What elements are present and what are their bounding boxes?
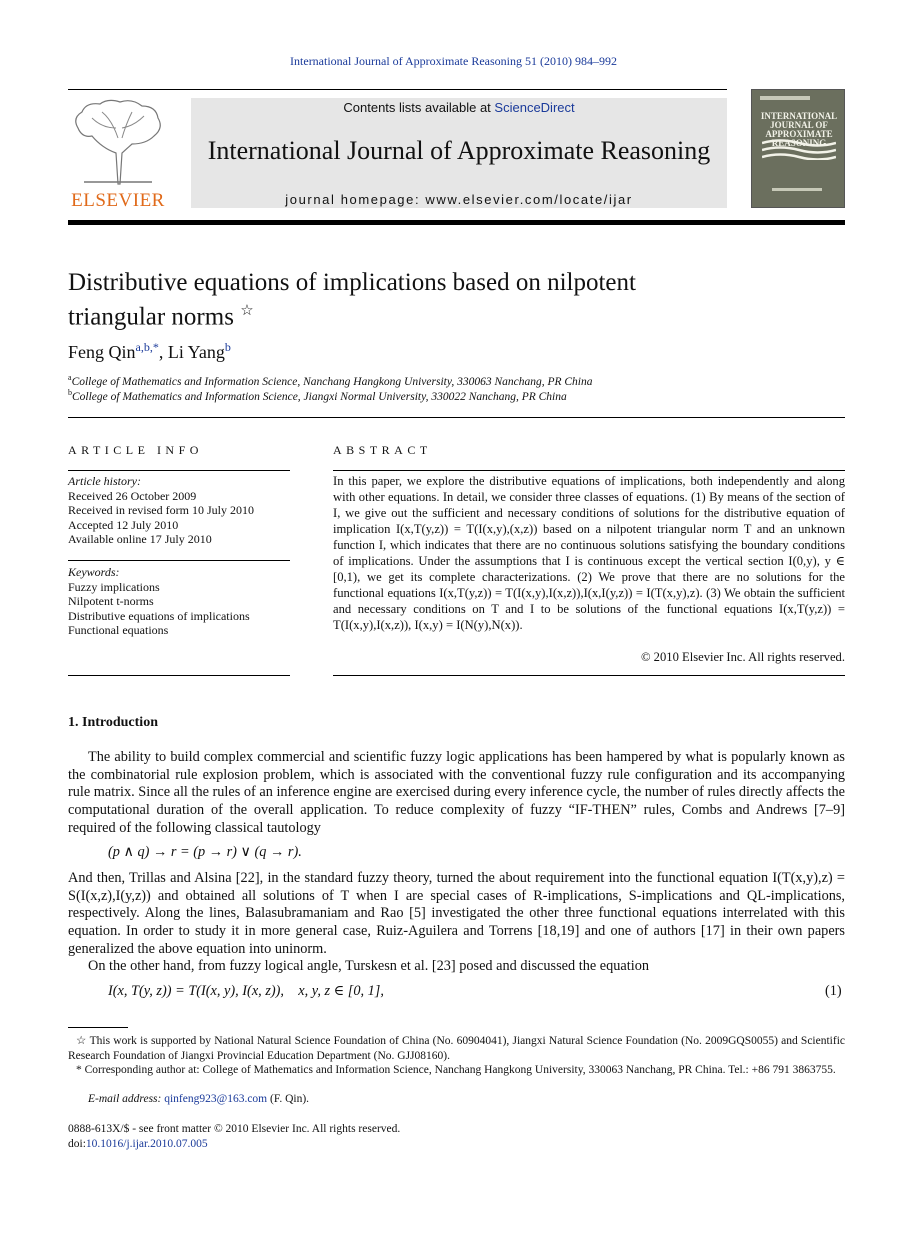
email-link[interactable]: qinfeng923@163.com — [164, 1093, 268, 1105]
abstract-heading: ABSTRACT — [333, 443, 432, 457]
keyword-item: Nilpotent t-norms — [68, 594, 154, 608]
journal-cover[interactable] — [751, 89, 845, 208]
elsevier-wordmark: ELSEVIER — [71, 190, 165, 211]
issn-line: 0888-613X/$ - see front matter © 2010 Elsevier Inc. All rights reserved. — [68, 1123, 401, 1135]
keyword-item: Fuzzy implications — [68, 579, 160, 594]
history-revised: Received in revised form 10 July 2010 — [68, 503, 254, 517]
section-heading-introduction: 1. Introduction — [68, 715, 158, 730]
footnote-rule — [68, 1027, 128, 1028]
header-rule — [68, 89, 727, 90]
author-list — [68, 340, 231, 363]
doi-line — [68, 1137, 208, 1152]
history-online: Available online 17 July 2010 — [68, 532, 212, 546]
equation-1-number: (1) — [825, 983, 842, 999]
article-info-heading: ARTICLE INFO — [68, 443, 203, 457]
history-received: Received 26 October 2009 — [68, 488, 197, 503]
equation-1: I(x, T(y, z)) = T(I(x, y), I(x, z)), x, y, z ∈ [0, 1], — [108, 983, 384, 999]
intro-paragraph-2: And then, Trillas and Alsina [22], in the standard fuzzy theory, turned the about requirement into the functional equation I(T(x,y),z) = S(I(x,z),I(y,z)) and obtained all solutions of T when I are special cases of R-implications, S-implications and QL-implications, respectively. Along the lines, Balasubramaniam and Rao [5] investigated the other three functional equations interrelated with this equation. In order to study it in more general case, Ruiz-Aguilera and Torrens [18,19] and one of authors [17] in their own papers generalized the above equation into uninorm. — [68, 870, 845, 957]
journal-homepage[interactable]: journal homepage: www.elsevier.com/locate/ijar — [285, 192, 633, 207]
article-info-rule — [68, 470, 290, 471]
abstract-rule — [333, 470, 845, 471]
sciencedirect-link[interactable]: ScienceDirect — [494, 100, 575, 115]
email-suffix: (F. Qin). — [270, 1093, 310, 1105]
title-line-2 — [68, 297, 768, 331]
doi-link[interactable]: 10.1016/j.ijar.2010.07.005 — [85, 1138, 208, 1150]
cover-bar-bottom — [772, 188, 822, 191]
title-line-1: Distributive equations of implications based on nilpotent — [68, 269, 636, 296]
affil-b-mark: b — [68, 388, 72, 397]
abstract-copyright: © 2010 Elsevier Inc. All rights reserved. — [640, 650, 845, 664]
history-accepted: Accepted 12 July 2010 — [68, 517, 179, 532]
title-footnote-mark[interactable]: ☆ — [240, 303, 254, 319]
equation-tautology: (p ∧ q) → r = (p → r) ∨ (q → r). — [108, 844, 302, 860]
keyword-item: Distributive equations of implications — [68, 608, 250, 623]
intro-paragraph-3: On the other hand, from fuzzy logical angle, Turskesn et al. [23] posed and discussed the equation — [88, 958, 650, 974]
author-separator: , — [158, 342, 168, 362]
journal-citation[interactable]: International Journal of Approximate Reasoning 51 (2010) 984–992 — [290, 54, 617, 68]
keyword-item: Functional equations — [68, 623, 169, 637]
tree-icon — [72, 98, 164, 186]
doi-label: doi: — [68, 1138, 86, 1150]
abstract-text: In this paper, we explore the distributive equations of implications, both independently and along with other equations. In detail, we consider three classes of equations. (1) By means of the section of I, we give out the sufficient and necessary conditions of solutions for the distributive equation of implication I(x,T(y,z)) = T(I(x,y),(x,z)) based on a nilpotent triangular norm T and an unknown function I, which indicates that there are no continuous solutions satisfying the boundary conditions of implications. Under the assumptions that I is continuous except the vertical section I(0,y), y ∈ [0,1), we get its complete characterizations. (2) We prove that there are no solutions for the functional equations I(x,T(y,z)) = T(I(x,y),I(x,z)),I(x,I(y,z)) = I(T(x,y),z). (3) We obtain the sufficient and necessary conditions on T and I to be solutions of the functional equations I(x,T(y,z)) = T(I(x,y),I(x,z)), I(x,y) = I(N(y),N(x)). — [333, 474, 845, 632]
affil-a-mark: a — [68, 373, 72, 382]
title-line-2-text: triangular norms — [68, 303, 234, 331]
article-history — [68, 474, 293, 547]
contents-prefix: Contents lists available at — [343, 100, 491, 115]
keywords — [68, 565, 293, 638]
author-1-marks[interactable]: a,b,* — [135, 340, 159, 354]
keywords-label: Keywords: — [68, 565, 120, 579]
affiliation-b — [68, 388, 567, 403]
journal-title: International Journal of Approximate Reasoning — [207, 136, 711, 165]
affiliation-a — [68, 373, 593, 388]
email-label: E-mail address: — [88, 1093, 162, 1105]
affil-a-text: College of Mathematics and Information Science, Nanchang Hangkong University, 330063 Nanchang, PR China — [71, 375, 593, 388]
keywords-rule — [68, 560, 290, 561]
article-title — [68, 268, 768, 331]
abstract-bottom-rule — [333, 675, 845, 676]
article-info-bottom-rule — [68, 675, 290, 676]
intro-paragraph-1: The ability to build complex commercial and scientific fuzzy logic applications has been hampered by what is popularly known as the combinatorial rule explosion problem, which is associated with the conventional fuzzy rule configuration and its accompanying rule matrix. Since all the rules of an inference engine are exercised during every inference cycle, the number of rules directly affects the computational duration of the overall application. To reduce complexity of fuzzy “IF-THEN” rules, Combs and Andrews [7–9] required of the following classical tautology — [68, 749, 845, 836]
contents-line — [191, 100, 727, 115]
footnote-corresponding: * Corresponding author at: College of Mathematics and Information Science, Nanchang Hangkong University, 330063 Nanchang, PR China. Tel.: +86 791 3863755. — [76, 1064, 836, 1076]
history-label: Article history: — [68, 474, 141, 488]
footnote-funding: ☆ This work is supported by National Natural Science Foundation of China (No. 60904041), Jiangxi Natural Science Foundation (No. 2009GQS0055) and Scientific Research Foundation of Jiangxi Provincial Education Department (No. GJJ08160). — [68, 1035, 845, 1062]
cover-wave-icon — [762, 138, 836, 160]
affiliation-rule — [68, 417, 845, 418]
footnote-email — [68, 1092, 845, 1107]
elsevier-logo[interactable] — [68, 98, 168, 210]
cover-title: INTERNATIONAL JOURNAL OF APPROXIMATE REASONING — [760, 111, 838, 148]
author-1[interactable]: Feng Qin — [68, 342, 136, 362]
author-2[interactable]: Li Yang — [167, 342, 225, 362]
cover-bar — [760, 96, 810, 100]
header-thick-rule — [68, 220, 845, 225]
affil-b-text: College of Mathematics and Information Science, Jiangxi Normal University, 330022 Nanchang, PR China — [72, 390, 567, 403]
author-2-marks[interactable]: b — [224, 340, 231, 354]
